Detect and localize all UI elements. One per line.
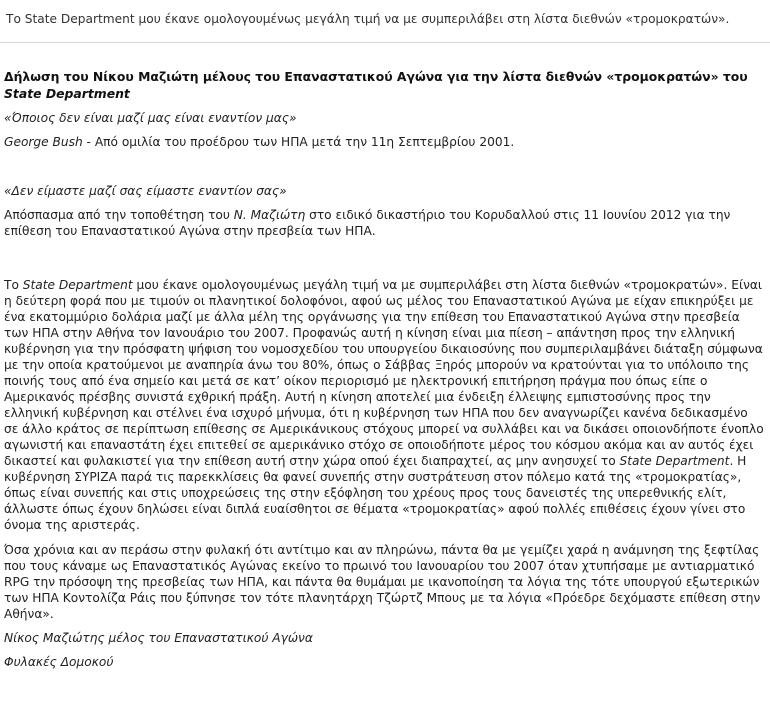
article-summary: Το State Department μου έκανε ομολογουμένως μεγάλη τιμή να με συμπεριλάβει στη λίστα διεθνών «τρομοκρατών». — [6, 12, 730, 26]
body-paragraph-1: Το State Department μου έκανε ομολογουμένως μεγάλη τιμή να με συμπεριλάβει στη λίστα διεθνών «τρομοκρατών». Είναι η δεύτερη φορά που με τιμούν οι πλανητικοί δολοφόνοι, αφού ως μέλος του Επαναστατικού Αγώνα με είχαν επικηρύξει με ένα εκατομμύριο δολάρια μαζί με άλλα μέλη της οργάνωσης για την επίθεση του Επαναστατικού Αγώνα στην πρεσβεία των ΗΠΑ στην Αθήνα τον Ιανουάριο του 2007. Προφανώς αυτή η κίνηση είναι μια πίεση – απάντηση προς την ελληνική κυβέρνηση για την πρόσφατη ψήφιση του νομοσχεδίου του υπουργείου δικαιοσύνης που συμπεριλαμβάνει διάταξη σύμφωνα με την οποία κρατούμενοι με αναπηρία άνω του 80%, όπως ο Σάββας Ξηρός μπορούν να κρατούνται για το υπόλοιπο της ποινής τους από ένα σημείο και μετά σε κατ’ οίκον περιορισμό με ηλεκτρονική επιτήρηση πράγμα που όπως είπε ο Αμερικανός πρέσβης συνιστά εχθρική πράξη. Αυτή η κίνηση αποτελεί μια ένδειξη έλλειψης εμπιστοσύνης προς την ελληνική κυβέρνηση και στέλνει ένα ισχυρό μήνυμα, ότι η κυβέρνηση των ΗΠΑ που δεν αναγνωρίζει κανένα δεδικασμένο σε άλλο κράτος σε περίπτωση επίθεσης σε Αμερικάνικους στόχους μπορεί να συλλάβει και να δικάσει οποιονδήποτε ένοπλο αγωνιστή και επαναστάτη έχει επιτεθεί σε αμερικάνικο στόχο σε οποιοδήποτε μέρος του κόσμου ακόμα και αν αυτός έχει δικαστεί και φυλακιστεί για την επίθεση αυτή στην χώρα οπού έχει διαπραχτεί, ας μην ανησυχεί το State Department. Η κυβέρνηση ΣΥΡΙΖΑ παρά τις παρεκκλίσεις θα φανεί συνεπής στην συστράτευση στον πόλεμο κατά της «τρομοκρατίας», όπως είναι συνεπής και στις υποχρεώσεις της στην εξόφληση του χρέους προς τους δανειστές της υπερεθνικής ελίτ, άλλωστε όπως έχουν δηλώσει είναι διπλά ευαίσθητοι σε θέματα «τρομοκρατίας» αφού πολλές επιθέσεις έχουν γίνει στο όνομα της αριστεράς. — [4, 278, 764, 532]
quote-bush: «Όποιος δεν είναι μαζί μας είναι εναντίον μας» — [4, 111, 297, 125]
quote-maziotis: «Δεν είμαστε μαζί σας είμαστε εναντίον σας» — [4, 184, 287, 198]
location: Φυλακές Δομοκού — [4, 655, 114, 669]
spacer — [4, 247, 764, 277]
article-body — [4, 68, 764, 678]
quote-maziotis-attribution: Απόσπασμα από την τοποθέτηση του Ν. Μαζιώτη στο ειδικό δικαστήριο του Κορυδαλλού στις 11 Ιουνίου 2012 για την επίθεση του Επαναστατικού Αγώνα στην πρεσβεία των ΗΠΑ. — [4, 208, 731, 238]
spacer — [4, 158, 764, 183]
body-paragraph-2: Όσα χρόνια και αν περάσω στην φυλακή ότι αντίτιμο και αν πληρώνω, πάντα θα με γεμίζει χαρά η ανάμνηση της ξεφτίλας που τους κάναμε ως Επαναστατικός Αγώνας εκείνο το πρωινό του Ιανουαρίου του 2007 όταν χτυπήσαμε με αντιαρματικό RPG την πρόσοψη της πρεσβείας των ΗΠΑ, και πάντα θα θυμάμαι με ικανοποίηση τα λόγια της τότε υπουργού εξωτερικών των ΗΠΑ Κοντολίζα Ράις που ξύπνησε τον τότε πλανητάρχη Τζώρτζ Μπους με τα λόγια «Πρόεδρε δεχόμαστε επίθεση στην Αθήνα». — [4, 543, 761, 621]
attribution-name: Ν. Μαζιώτη — [233, 208, 306, 222]
divider — [0, 42, 770, 43]
title-italic: State Department — [4, 86, 130, 101]
article-title: Δήλωση του Νίκου Μαζιώτη μέλους του Επαναστατικού Αγώνα για την λίστα διεθνών «τρομοκρατών» του State Department — [4, 69, 748, 101]
attribution-name: George Bush — [4, 135, 83, 149]
quote-bush-attribution: George Bush - Από ομιλία του προέδρου των ΗΠΑ μετά την 11η Σεπτεμβρίου 2001. — [4, 135, 515, 149]
signature: Νίκος Μαζιώτης μέλος του Επαναστατικού Αγώνα — [4, 631, 313, 645]
